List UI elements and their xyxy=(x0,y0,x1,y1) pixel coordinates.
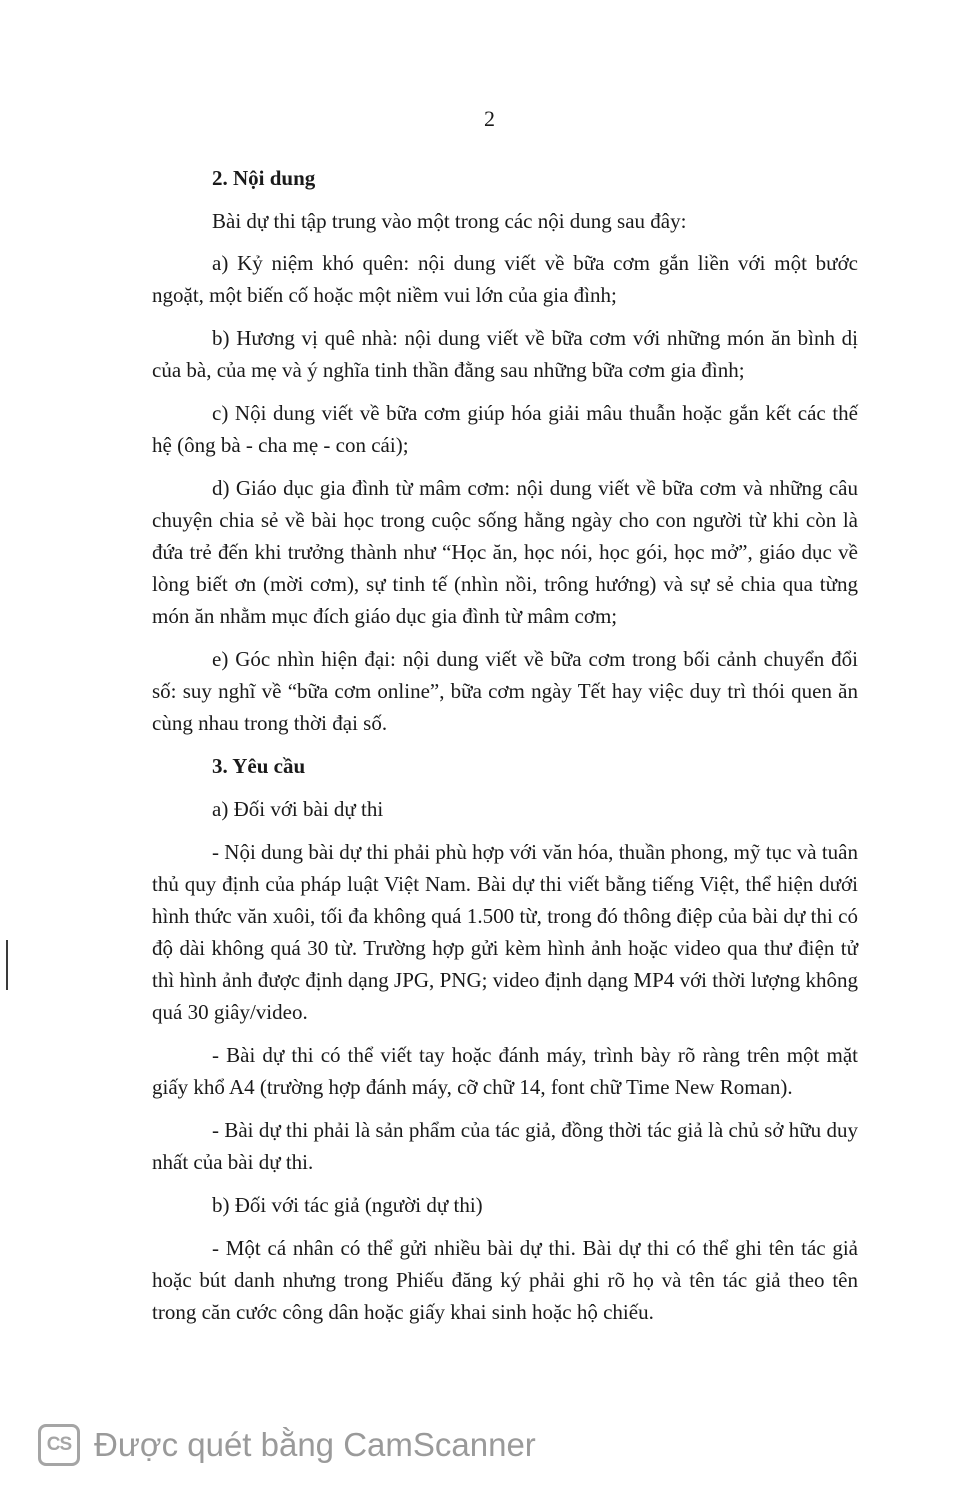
subheading-author: b) Đối với tác giả (người dự thi) xyxy=(212,1193,483,1217)
paragraph-author-rules: - Một cá nhân có thể gửi nhiều bài dự thi. Bài dự thi có thể ghi tên tác giả hoặc bút danh nhưng trong Phiếu đăng ký phải ghi rõ họ và tên tác giả theo tên trong căn cước công dân hoặc giấy khai sinh hoặc hộ chiếu. xyxy=(152,1236,858,1324)
paragraph-entry-content: - Nội dung bài dự thi phải phù hợp với văn hóa, thuần phong, mỹ tục và tuân thủ quy định của pháp luật Việt Nam. Bài dự thi viết bằng tiếng Việt, thể hiện dưới hình thức văn xuôi, tối đa không quá 1.500 từ, trong đó thông điệp của bài dự thi có độ dài không quá 30 từ. Trường hợp gửi kèm hình ảnh hoặc video qua thư điện tử thì hình ảnh được định dạng JPG, PNG; video định dạng MP4 với thời lượng không quá 30 giây/video. xyxy=(152,840,858,1024)
page-number: 2 xyxy=(484,106,495,131)
camscanner-watermark xyxy=(38,1420,536,1470)
paragraph-item-e: e) Góc nhìn hiện đại: nội dung viết về bữa cơm trong bối cảnh chuyển đổi số: suy nghĩ về “bữa cơm online”, bữa cơm ngày Tết hay việc duy trì thói quen ăn cùng nhau trong thời đại số. xyxy=(152,647,858,735)
paragraph-entry-format: - Bài dự thi có thể viết tay hoặc đánh máy, trình bày rõ ràng trên một mặt giấy khổ A4 (trường hợp đánh máy, cỡ chữ 14, font chữ Time New Roman). xyxy=(152,1043,858,1099)
section-heading-requirements: 3. Yêu cầu xyxy=(212,754,306,778)
document-body xyxy=(152,162,858,1339)
scan-margin-mark xyxy=(6,940,8,990)
section-heading-content: 2. Nội dung xyxy=(212,166,316,190)
paragraph-item-b: b) Hương vị quê nhà: nội dung viết về bữa cơm với những món ăn bình dị của bà, của mẹ và ý nghĩa tinh thần đằng sau những bữa cơm gia đình; xyxy=(152,326,858,382)
camscanner-logo-icon: CS xyxy=(38,1424,80,1466)
paragraph-item-d: d) Giáo dục gia đình từ mâm cơm: nội dung viết về bữa cơm và những câu chuyện chia sẻ về bài học trong cuộc sống hằng ngày cho con người từ khi còn là đứa trẻ đến khi trưởng thành như “Học ăn, học nói, học gói, học mở”, giáo dục về lòng biết ơn (mời cơm), sự tinh tế (nhìn nồi, trông hướng) và sự sẻ chia qua từng món ăn nhằm mục đích giáo dục gia đình từ mâm cơm; xyxy=(152,476,858,628)
paragraph-item-c: c) Nội dung viết về bữa cơm giúp hóa giải mâu thuẫn hoặc gắn kết các thế hệ (ông bà - cha mẹ - con cái); xyxy=(152,401,858,457)
subheading-entry: a) Đối với bài dự thi xyxy=(212,797,384,821)
paragraph-intro: Bài dự thi tập trung vào một trong các nội dung sau đây: xyxy=(212,209,687,233)
paragraph-entry-ownership: - Bài dự thi phải là sản phẩm của tác giả, đồng thời tác giả là chủ sở hữu duy nhất của bài dự thi. xyxy=(152,1118,858,1174)
watermark-text: Được quét bằng CamScanner xyxy=(94,1426,536,1463)
paragraph-item-a: a) Kỷ niệm khó quên: nội dung viết về bữa cơm gắn liền với một bước ngoặt, một biến cố hoặc một niềm vui lớn của gia đình; xyxy=(152,251,858,307)
